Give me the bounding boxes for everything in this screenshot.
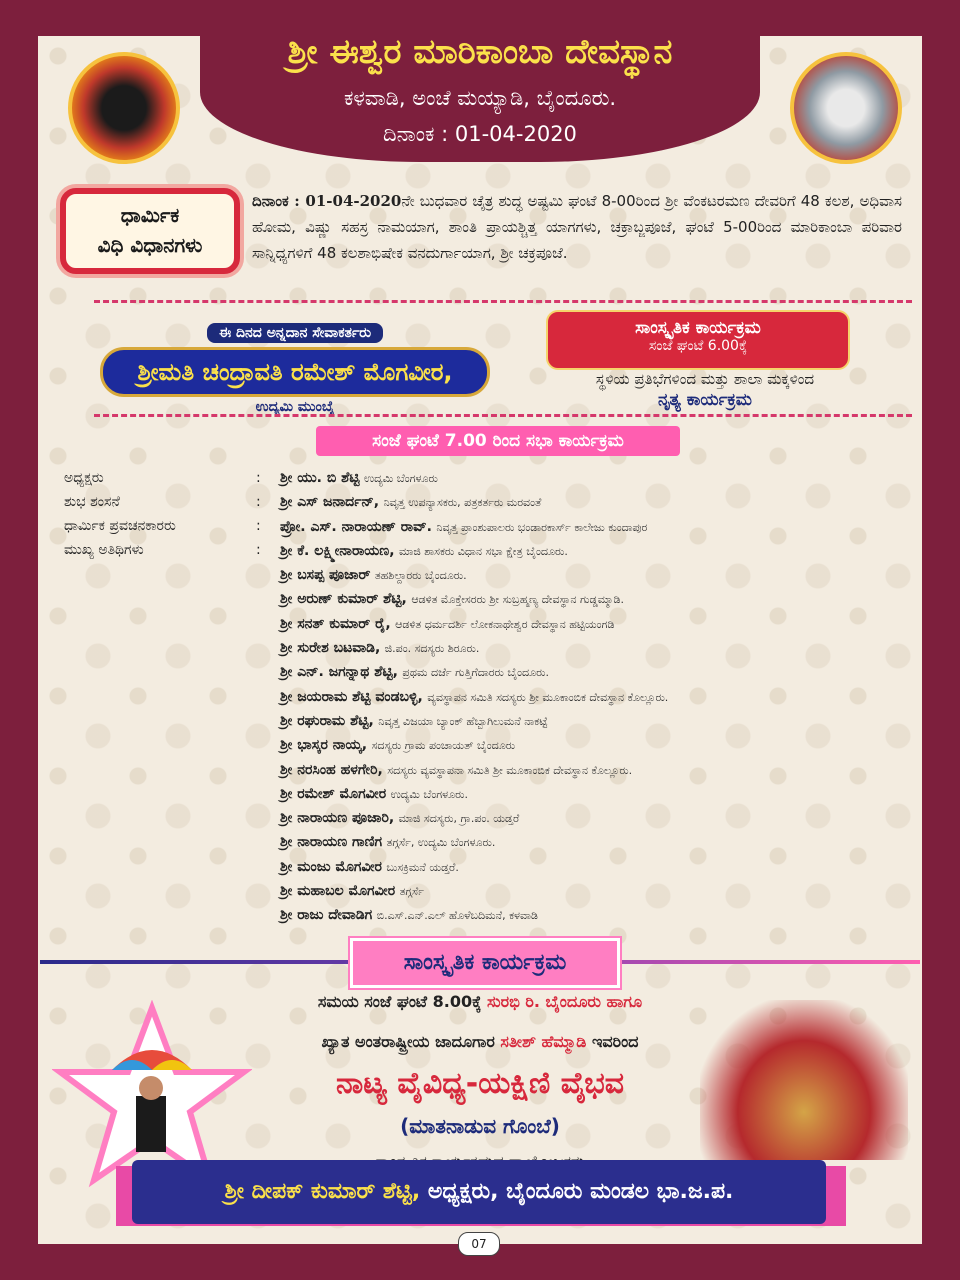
guest-desc: ಜಿ.ಪಂ. ಸದಸ್ಯರು ಶಿರೂರು. [384, 642, 480, 656]
role-label: ಮುಖ್ಯ ಅತಿಥಿಗಳು [64, 542, 144, 558]
colon: : [256, 518, 261, 534]
guest-row [280, 685, 880, 709]
ritual-badge-line2: ವಿಧಿ ವಿಧಾನಗಳು [97, 233, 203, 257]
colon: : [256, 494, 261, 510]
guest-row [280, 636, 880, 660]
guest-name: ಶ್ರೀ ಎನ್. ಜಗನ್ನಾಥ ಶೆಟ್ಟಿ, [280, 664, 398, 681]
guest-row [280, 903, 880, 927]
guest-row [280, 782, 880, 806]
guest-row [280, 855, 880, 879]
guest-name: ಶ್ರೀ ಸುರೇಶ ಬಟವಾಡಿ, [280, 640, 381, 657]
cultural-program-title: ಸಾಂಸ್ಕೃತಿಕ ಕಾರ್ಯಕ್ರಮ [350, 938, 620, 988]
guest-name: ಶ್ರೀ ಯು. ಬಿ ಶೆಟ್ಟಿ [280, 470, 360, 486]
guest-desc: ಮಾಜಿ ಸದಸ್ಯರು, ಗ್ರಾ.ಪಂ. ಯಡ್ತರೆ [398, 812, 520, 826]
guest-desc: ಉದ್ಯಮಿ ಬೆಂಗಳೂರು [363, 472, 438, 485]
guest-desc: ನಿವೃತ್ತ ವಿಜಯಾ ಬ್ಯಾಂಕ್ ಹೆಬ್ಬಾಗಿಲುಮನೆ ನಾಕಟ್ಟೆ [378, 714, 548, 728]
guest-name: ಶ್ರೀ ಕೆ. ಲಕ್ಷ್ಮೀನಾರಾಯಣ, [280, 542, 395, 559]
role-list [64, 466, 304, 562]
annadana-block [100, 322, 490, 415]
annadana-name: ಶ್ರೀಮತಿ ಚಂದ್ರಾವತಿ ರಮೇಶ್ ಮೊಗವೀರ, [100, 347, 490, 397]
guest-row [280, 733, 880, 757]
colon: : [256, 542, 261, 558]
talking-doll: (ಮಾತನಾಡುವ ಗೊಂಬೆ) [400, 1114, 560, 1138]
guest-row [280, 466, 880, 490]
sabha-banner: ಸಂಜೆ ಘಂಟೆ 7.00 ರಿಂದ ಸಭಾ ಕಾರ್ಯಕ್ರಮ [316, 426, 680, 456]
magician-suffix: ಇವರಿಂದ [591, 1032, 639, 1051]
dancers-image [700, 1000, 908, 1160]
temple-address: ಕಳವಾಡಿ, ಅಂಚೆ ಮಯ್ಯಾಡಿ, ಬೈಂದೂರು. [343, 86, 617, 110]
cultural-program-badge [546, 310, 850, 370]
guest-desc: ಉದ್ಯಮಿ ಬೆಂಗಳೂರು. [390, 787, 468, 801]
guest-desc: ತಗ್ಗರ್ಸೆ [399, 885, 424, 899]
guest-desc: ತಹಶಿಲ್ದಾರರು ಬೈಂದೂರು. [374, 569, 467, 583]
guest-list [280, 466, 880, 928]
magician-name: ಸತೀಶ್ ಹೆಮ್ಮಾಡಿ [500, 1032, 587, 1051]
magician-line [240, 1032, 720, 1052]
guest-desc: ತಗ್ಗರ್ಸೆ, ಉದ್ಯಮಿ ಬೆಂಗಳೂರು. [386, 836, 496, 850]
divider [94, 300, 912, 303]
guest-name: ಶ್ರೀ ನರಸಿಂಹ ಹಳಗೇರಿ, [280, 761, 383, 778]
guest-desc: ನಿವೃತ್ತ ಪ್ರಾಂಶುಪಾಲರು ಭಂಡಾರಕಾರ್ಸ್ ಕಾಲೇಜು ಕುಂದಾಪುರ [436, 520, 648, 534]
guest-row [280, 709, 880, 733]
cultural-desc: ಸ್ಥಳಿಯ ಪ್ರತಿಭೆಗಳಿಂದ ಮತ್ತು ಶಾಲಾ ಮಕ್ಕಳಿಂದ [595, 370, 815, 388]
event-date: ದಿನಾಂಕ : 01-04-2020 [383, 122, 577, 146]
guest-name: ಶ್ರೀ ರಘುರಾಮ ಶೆಟ್ಟಿ, [280, 712, 374, 729]
guest-name: ಪ್ರೋ. ಎಸ್. ನಾರಾಯಣ್ ರಾವ್. [280, 518, 432, 535]
colon-column [256, 466, 261, 562]
guest-name: ಶ್ರೀ ಮಂಜು ಮೊಗವೀರ [280, 858, 382, 875]
guest-name: ಶ್ರೀ ನಾರಾಯಣ ಗಾಣಿಗ [280, 834, 383, 851]
cultural-time: ಸಂಜೆ ಘಂಟೆ 6.00ಕ್ಕೆ [648, 338, 748, 354]
divider [94, 414, 912, 417]
guest-name: ಶ್ರೀ ರಾಜು ದೇವಾಡಿಗ [280, 907, 373, 924]
annadana-label: ಈ ದಿನದ ಅನ್ನದಾನ ಸೇವಾಕರ್ತರು [207, 323, 383, 343]
program-time-line [240, 992, 720, 1012]
surabhi-name: ಸುರಭಿ ರಿ. ಬೈಂದೂರು ಹಾಗೂ [487, 992, 643, 1011]
colon: : [256, 470, 261, 486]
page-number: 07 [458, 1232, 500, 1256]
guest-name: ಶ್ರೀ ಬಸಪ್ಪ ಪೂಜಾರ್ [280, 567, 371, 584]
guest-row [280, 879, 880, 903]
guest-row [280, 612, 880, 636]
guest-row [280, 587, 880, 611]
guest-row [280, 490, 880, 514]
guest-name: ಶ್ರೀ ರಮೇಶ್ ಮೊಗವೀರ [280, 785, 387, 802]
natya-title: ನಾಟ್ಯ ವೈವಿಧ್ಯ-ಯಕ್ಷಿಣಿ ವೈಭವ [335, 1066, 625, 1101]
magician-label: ಖ್ಯಾತ ಅಂತರಾಷ್ಟ್ರೀಯ ಜಾದೂಗಾರ [321, 1032, 495, 1051]
guest-row [280, 758, 880, 782]
sponsor-banner [132, 1160, 826, 1224]
sponsor-role: ಅಧ್ಯಕ್ಷರು, ಬೈಂದೂರು ಮಂಡಲ ಭಾ.ಜ.ಪ. [427, 1179, 734, 1204]
guest-name: ಶ್ರೀ ನಾರಾಯಣ ಪೂಜಾರಿ, [280, 810, 395, 827]
guest-desc: ಆಡಳಿತ ಮೊಕ್ತೇಸರರು ಶ್ರೀ ಸುಬ್ರಹ್ಮಣ್ಯ ದೇವಸ್ಥಾನ ಗುಡ್ಡಮ್ಮಾಡಿ. [411, 593, 624, 607]
deity-image-left [68, 52, 180, 164]
guest-row [280, 563, 880, 587]
guest-row [280, 806, 880, 830]
guest-name: ಶ್ರೀ ಸನತ್ ಕುಮಾರ್ ರೈ, [280, 615, 391, 632]
guest-name: ಶ್ರೀ ಎಸ್ ಜನಾರ್ದನ್, [280, 494, 380, 511]
sponsor-name: ಶ್ರೀ ದೀಪಕ್ ಕುಮಾರ್ ಶೆಟ್ಟಿ, [224, 1179, 421, 1204]
guest-row [280, 660, 880, 684]
ritual-date: ದಿನಾಂಕ : 01-04-2020 [252, 192, 402, 210]
guest-desc: ಆಡಳಿತ ಧರ್ಮದರ್ಶಿ ಲೋಕನಾಥೇಶ್ವರ ದೇವಸ್ಥಾನ ಹಟ್ಟಿಯಂಗಡಿ [395, 617, 615, 631]
guest-desc: ಮಾಜಿ ಶಾಸಕರು ವಿಧಾನ ಸಭಾ ಕ್ಷೇತ್ರ ಬೈಂದೂರು. [399, 544, 568, 558]
guest-row [280, 515, 880, 539]
guest-row [280, 830, 880, 854]
guest-desc: ಪ್ರಥಮ ದರ್ಜೆ ಗುತ್ತಿಗೆದಾರರು ಬೈಂದೂರು. [402, 666, 549, 680]
guest-row [280, 539, 880, 563]
guest-desc: ಬುಸಕ್ರಿಮನೆ ಯಡ್ತರೆ. [386, 860, 459, 874]
program-time: ಸಮಯ ಸಂಜೆ ಘಂಟೆ 8.00ಕ್ಕೆ [317, 992, 482, 1011]
guest-name: ಶ್ರೀ ಜಯರಾಮ ಶೆಟ್ಟಿ ವಂಡಬಳ್ಳಿ, [280, 688, 423, 705]
guest-name: ಶ್ರೀ ಮಹಾಬಲ ಮೊಗವೀರ [280, 883, 396, 900]
temple-title: ಶ್ರೀ ಈಶ್ವರ ಮಾರಿಕಾಂಬಾ ದೇವಸ್ಥಾನ [287, 32, 673, 72]
guest-desc: ಬಿ.ಎಸ್.ಎನ್.ಎಲ್ ಹೊಳೆಬದಿಮನೆ, ಕಳವಾಡಿ [376, 909, 538, 923]
deity-image-right [790, 52, 902, 164]
role-label: ಅಧ್ಯಕ್ಷರು [64, 470, 104, 486]
role-label: ಧಾರ್ಮಿಕ ಪ್ರವಚನಕಾರರು [64, 518, 176, 534]
cultural-title: ಸಾಂಸ್ಕೃತಿಕ ಕಾರ್ಯಕ್ರಮ [635, 318, 761, 338]
guest-desc: ಸದಸ್ಯರು ವ್ಯವಸ್ಥಾಪನಾ ಸಮಿತಿ ಶ್ರೀ ಮೂಕಾಂಬಿಕ ದೇವಸ್ಥಾನ ಕೊಲ್ಲೂರು. [387, 763, 633, 777]
guest-name: ಶ್ರೀ ಅರುಣ್ ಕುಮಾರ್ ಶೆಟ್ಟಿ, [280, 591, 407, 608]
ritual-badge-line1: ಧಾರ್ಮಿಕ [120, 203, 180, 227]
guest-desc: ನಿವೃತ್ತ ಉಪನ್ಯಾಸಕರು, ಪತ್ರಕರ್ತರು ಮರವಂತೆ [383, 496, 542, 510]
ritual-badge [60, 188, 240, 274]
guest-desc: ಸದಸ್ಯರು ಗ್ರಾಮ ಪಂಚಾಯತ್ ಬೈಂದೂರು [371, 739, 516, 753]
ritual-body: ನೇ ಬುಧವಾರ ಚೈತ್ರ ಶುದ್ಧ ಅಷ್ಟಮಿ ಘಂಟೆ 8-00ರಿಂದ ಶ್ರೀ ವೆಂಕಟರಮಣ ದೇವರಿಗೆ 48 ಕಲಶ, ಅಧಿವಾಸ ಹೋಮ, ವಿಷ್ಣು ಸಹಸ್ರ ನಾಮಯಾಗ, ಶಾಂತಿ ಪ್ರಾಯಶ್ಚಿತ್ತ ಯಾಗಗಳು, ಚಕ್ರಾಬ್ಜಪೂಜೆ, ಘಂಟೆ 5-00ರಿಂದ ಮಾರಿಕಾಂಬಾ ಪರಿವಾರ ಸಾನ್ನಿಧ್ಯಗಳಿಗೆ 48 ಕಲಶಾಭಿಷೇಕ ವನದುರ್ಗಾಯಾಗ, ಶ್ರೀ ಚಕ್ರಪೂಜೆ. [252, 192, 902, 262]
guest-name: ಶ್ರೀ ಭಾಸ್ಕರ ನಾಯ್ಕ, [280, 737, 368, 754]
dance-program: ನೃತ್ಯ ಕಾರ್ಯಕ್ರಮ [658, 390, 752, 410]
role-label: ಶುಭ ಶಂಸನೆ [64, 494, 120, 510]
guest-desc: ವ್ಯವಸ್ಥಾಪನ ಸಮಿತಿ ಸದಸ್ಯರು ಶ್ರೀ ಮೂಕಾಂಬಿಕ ದೇವಸ್ಥಾನ ಕೊಲ್ಲೂರು. [427, 690, 669, 704]
ritual-text [252, 188, 902, 266]
annadana-sub: ಉದ್ಯಮಿ ಮುಂಬೈ [255, 399, 335, 415]
